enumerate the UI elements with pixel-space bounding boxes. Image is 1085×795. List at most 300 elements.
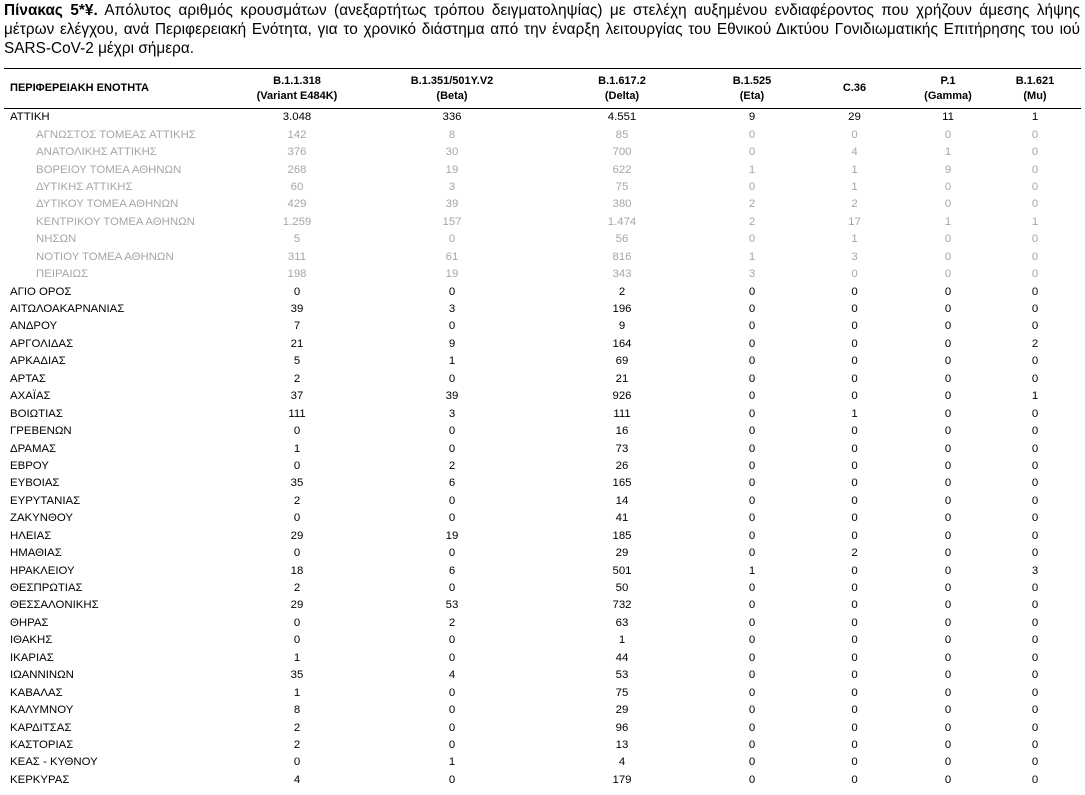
- case-count-cell: 0: [851, 303, 858, 316]
- case-count-cell: 0: [851, 651, 858, 664]
- case-count-cell: 0: [944, 512, 952, 525]
- table-subrow: [4, 144, 1081, 161]
- column-header-line1: B.1.525: [732, 74, 772, 87]
- case-count-cell: 0: [851, 616, 858, 629]
- case-count-cell: 0: [748, 512, 756, 525]
- case-count-cell: 0: [748, 390, 756, 403]
- region-name-cell: ΚΕΡΚΥΡΑΣ: [10, 773, 70, 786]
- table-subrow: [4, 196, 1081, 213]
- case-count-cell: 0: [944, 686, 952, 699]
- case-count-cell: 0: [851, 390, 858, 403]
- case-count-cell: 0: [748, 738, 756, 751]
- case-count-cell: 0: [1031, 721, 1039, 734]
- case-count-cell: 501: [612, 564, 632, 577]
- case-count-cell: 69: [615, 355, 629, 368]
- case-count-cell: 60: [290, 180, 304, 193]
- case-count-cell: 0: [944, 442, 952, 455]
- case-count-cell: 0: [944, 738, 952, 751]
- case-count-cell: 0: [748, 616, 756, 629]
- case-count-cell: 0: [748, 425, 756, 438]
- column-header: [989, 69, 1081, 109]
- case-count-cell: 29: [615, 547, 629, 560]
- case-count-cell: 21: [615, 372, 629, 385]
- case-count-cell: 39: [445, 390, 459, 403]
- case-count-cell: 0: [851, 355, 858, 368]
- case-count-cell: 0: [748, 355, 756, 368]
- case-count-cell: 0: [944, 756, 952, 769]
- column-header: [907, 69, 989, 109]
- case-count-cell: 44: [615, 651, 629, 664]
- case-count-cell: 0: [851, 529, 858, 542]
- table-row: [4, 493, 1081, 510]
- case-count-cell: 0: [448, 425, 456, 438]
- case-count-cell: 0: [748, 128, 756, 141]
- case-count-cell: 0: [293, 459, 301, 472]
- case-count-cell: 0: [1031, 355, 1039, 368]
- case-count-cell: 0: [293, 425, 301, 438]
- case-count-cell: 0: [448, 704, 456, 717]
- caption-text: Απόλυτος αριθμός κρουσμάτων (ανεξαρτήτως τρόπου δειγματοληψίας) με στελέχη αυξημένου ενδιαφέροντος που χρήζουν άμεσης λήψης μέτρων ελέγχου, ανά Περιφερειακή Ενότητα, για το χρονικό διάστημα από την έναρξη λειτουργίας του Εθνικού Δικτύου Γονιδιωματικής Επιτήρησης του ιού SARS-CoV-2 μέχρι σήμερα.: [4, 2, 1081, 57]
- case-count-cell: 19: [445, 529, 459, 542]
- case-count-cell: 0: [944, 303, 952, 316]
- case-count-cell: 0: [293, 512, 301, 525]
- case-count-cell: 2: [293, 738, 301, 751]
- case-count-cell: 0: [851, 634, 858, 647]
- case-count-cell: 0: [944, 494, 952, 507]
- table-row: [4, 388, 1081, 405]
- case-count-cell: 0: [748, 146, 756, 159]
- case-count-cell: 0: [944, 425, 952, 438]
- case-count-cell: 0: [748, 669, 756, 682]
- case-count-cell: 1: [618, 634, 626, 647]
- case-count-cell: 0: [1031, 494, 1039, 507]
- case-count-cell: 0: [851, 320, 858, 333]
- column-header-line1: P.1: [940, 74, 956, 87]
- table-row: [4, 545, 1081, 562]
- case-count-cell: 0: [448, 320, 456, 333]
- case-count-cell: 0: [944, 459, 952, 472]
- case-count-cell: 0: [448, 651, 456, 664]
- case-count-cell: 0: [1031, 651, 1039, 664]
- case-count-cell: 343: [612, 268, 632, 281]
- case-count-cell: 0: [944, 564, 952, 577]
- case-count-cell: 0: [944, 320, 952, 333]
- region-name-cell: ΚΕΑΣ - ΚΥΘΝΟΥ: [10, 756, 98, 769]
- table-row: [4, 632, 1081, 649]
- region-name-cell: ΙΚΑΡΙΑΣ: [10, 651, 54, 664]
- case-count-cell: 1: [1031, 215, 1039, 228]
- case-count-cell: 0: [944, 704, 952, 717]
- case-count-cell: 0: [448, 738, 456, 751]
- case-count-cell: 0: [944, 599, 952, 612]
- case-count-cell: 0: [448, 442, 456, 455]
- region-name-cell: ΑΝΔΡΟΥ: [10, 320, 58, 333]
- case-count-cell: 3: [1031, 564, 1039, 577]
- case-count-cell: 9: [944, 163, 952, 176]
- case-count-cell: 4: [293, 773, 301, 786]
- case-count-cell: 1: [851, 180, 858, 193]
- region-name-cell: ΒΟΙΩΤΙΑΣ: [10, 407, 63, 420]
- case-count-cell: 179: [612, 773, 632, 786]
- case-count-cell: 2: [293, 582, 301, 595]
- region-name-cell: ΕΥΒΟΙΑΣ: [10, 477, 60, 490]
- region-name-cell: ΚΑΒΑΛΑΣ: [10, 686, 63, 699]
- case-count-cell: 0: [851, 285, 858, 298]
- case-count-cell: 0: [748, 756, 756, 769]
- column-header-line2: (Delta): [604, 89, 640, 102]
- case-count-cell: 0: [851, 459, 858, 472]
- case-count-cell: 0: [448, 634, 456, 647]
- case-count-cell: 0: [1031, 303, 1039, 316]
- case-count-cell: 17: [848, 215, 861, 228]
- table-row: [4, 667, 1081, 684]
- table-row: [4, 336, 1081, 353]
- case-count-cell: 1: [448, 756, 456, 769]
- case-count-cell: 1: [851, 407, 858, 420]
- region-name-cell: ΑΡΓΟΛΙΔΑΣ: [10, 337, 74, 350]
- case-count-cell: 0: [1031, 146, 1039, 159]
- region-name-cell: ΑΤΤΙΚΗ: [10, 111, 50, 124]
- case-count-cell: 0: [851, 686, 858, 699]
- case-count-cell: 0: [944, 669, 952, 682]
- case-count-cell: 1: [748, 564, 756, 577]
- table-row: [4, 510, 1081, 527]
- case-count-cell: 0: [851, 669, 858, 682]
- column-header: [542, 69, 702, 109]
- region-name-cell: ΑΡΚΑΔΙΑΣ: [10, 355, 66, 368]
- case-count-cell: 0: [944, 355, 952, 368]
- case-count-cell: 0: [944, 128, 952, 141]
- case-count-cell: 37: [290, 390, 304, 403]
- case-count-cell: 1.474: [607, 215, 637, 228]
- case-count-cell: 8: [448, 128, 456, 141]
- region-name-cell: ΘΗΡΑΣ: [10, 616, 49, 629]
- case-count-cell: 0: [1031, 529, 1039, 542]
- case-count-cell: 380: [612, 198, 632, 211]
- case-count-cell: 157: [442, 215, 462, 228]
- case-count-cell: 0: [748, 477, 756, 490]
- case-count-cell: 0: [748, 686, 756, 699]
- case-count-cell: 0: [851, 738, 858, 751]
- column-header-line2: (Gamma): [924, 89, 972, 102]
- table-row: [4, 440, 1081, 457]
- case-count-cell: 2: [293, 721, 301, 734]
- region-name-cell: ΑΓΝΩΣΤΟΣ ΤΟΜΕΑΣ ΑΤΤΙΚΗΣ: [36, 128, 196, 141]
- case-count-cell: 926: [612, 390, 632, 403]
- case-count-cell: 63: [615, 616, 629, 629]
- region-name-cell: ΑΧΑΪΑΣ: [10, 390, 51, 403]
- case-count-cell: 0: [748, 285, 756, 298]
- case-count-cell: 0: [448, 512, 456, 525]
- region-name-cell: ΑΙΤΩΛΟΑΚΑΡΝΑΝΙΑΣ: [10, 303, 125, 316]
- case-count-cell: 1: [851, 163, 858, 176]
- table-row: [4, 754, 1081, 771]
- case-count-cell: 1: [1031, 390, 1039, 403]
- region-name-cell: ΚΑΛΥΜΝΟΥ: [10, 704, 74, 717]
- table-row: [4, 475, 1081, 492]
- case-count-cell: 1: [851, 233, 858, 246]
- column-header-line2: (Eta): [739, 89, 765, 102]
- case-count-cell: 0: [748, 529, 756, 542]
- case-count-cell: 3.048: [282, 111, 312, 124]
- table-row: [4, 458, 1081, 475]
- case-count-cell: 0: [944, 372, 952, 385]
- case-count-cell: 2: [748, 198, 756, 211]
- table-subrow: [4, 266, 1081, 283]
- case-count-cell: 0: [851, 773, 858, 786]
- case-count-cell: 0: [748, 372, 756, 385]
- caption-label: Πίνακας 5*¥.: [4, 2, 98, 19]
- case-count-cell: 7: [293, 320, 301, 333]
- case-count-cell: 3: [448, 303, 456, 316]
- case-count-cell: 0: [748, 547, 756, 560]
- case-count-cell: 75: [615, 180, 629, 193]
- table-row: [4, 650, 1081, 667]
- case-count-cell: 700: [612, 146, 632, 159]
- case-count-cell: 3: [448, 407, 456, 420]
- case-count-cell: 0: [1031, 163, 1039, 176]
- case-count-cell: 0: [448, 721, 456, 734]
- case-count-cell: 0: [851, 564, 858, 577]
- case-count-cell: 39: [290, 303, 304, 316]
- case-count-cell: 1: [1031, 111, 1039, 124]
- case-count-cell: 13: [615, 738, 629, 751]
- case-count-cell: 0: [1031, 512, 1039, 525]
- case-count-cell: 16: [615, 425, 629, 438]
- case-count-cell: 0: [293, 547, 301, 560]
- case-count-cell: 0: [748, 320, 756, 333]
- case-count-cell: 2: [851, 198, 858, 211]
- case-count-cell: 53: [445, 599, 459, 612]
- case-count-cell: 19: [445, 268, 459, 281]
- case-count-cell: 0: [851, 268, 858, 281]
- case-count-cell: 6: [448, 477, 456, 490]
- case-count-cell: 0: [1031, 250, 1039, 263]
- case-count-cell: 0: [1031, 320, 1039, 333]
- variants-table: [4, 68, 1081, 789]
- case-count-cell: 0: [851, 372, 858, 385]
- case-count-cell: 0: [1031, 372, 1039, 385]
- case-count-cell: 111: [288, 407, 306, 420]
- case-count-cell: 21: [290, 337, 304, 350]
- case-count-cell: 0: [748, 721, 756, 734]
- case-count-cell: 0: [448, 582, 456, 595]
- case-count-cell: 2: [748, 215, 756, 228]
- region-name-cell: ΑΡΤΑΣ: [10, 372, 46, 385]
- case-count-cell: 0: [1031, 616, 1039, 629]
- case-count-cell: 0: [448, 372, 456, 385]
- table-row: [4, 423, 1081, 440]
- column-header-line1: B.1.1.318: [273, 74, 321, 87]
- case-count-cell: 0: [851, 599, 858, 612]
- case-count-cell: 0: [944, 634, 952, 647]
- table-row: [4, 719, 1081, 736]
- case-count-cell: 0: [1031, 407, 1039, 420]
- case-count-cell: 0: [944, 250, 952, 263]
- case-count-cell: 0: [1031, 686, 1039, 699]
- region-name-cell: ΚΑΡΔΙΤΣΑΣ: [10, 721, 72, 734]
- case-count-cell: 0: [944, 477, 952, 490]
- case-count-cell: 0: [293, 634, 301, 647]
- column-header-line1: ΠΕΡΙΦΕΡΕΙΑΚΗ ΕΝΟΤΗΤΑ: [10, 82, 150, 94]
- case-count-cell: 0: [851, 756, 858, 769]
- case-count-cell: 35: [290, 669, 304, 682]
- case-count-cell: 85: [615, 128, 629, 141]
- case-count-cell: 4.551: [607, 111, 637, 124]
- case-count-cell: 0: [748, 303, 756, 316]
- table-caption: [4, 1, 1080, 58]
- case-count-cell: 622: [612, 163, 632, 176]
- case-count-cell: 0: [944, 337, 952, 350]
- case-count-cell: 5: [293, 233, 301, 246]
- case-count-cell: 0: [748, 407, 756, 420]
- table-row: [4, 684, 1081, 701]
- table-row: [4, 597, 1081, 614]
- case-count-cell: 1: [944, 215, 952, 228]
- case-count-cell: 0: [1031, 180, 1039, 193]
- case-count-cell: 268: [287, 163, 307, 176]
- case-count-cell: 0: [748, 651, 756, 664]
- case-count-cell: 185: [612, 529, 632, 542]
- case-count-cell: 39: [445, 198, 459, 211]
- case-count-cell: 0: [1031, 268, 1039, 281]
- case-count-cell: 0: [748, 337, 756, 350]
- table-subrow: [4, 161, 1081, 178]
- region-name-cell: ΠΕΙΡΑΙΩΣ: [36, 268, 89, 281]
- case-count-cell: 19: [445, 163, 459, 176]
- case-count-cell: 0: [748, 233, 756, 246]
- region-name-cell: ΘΕΣΣΑΛΟΝΙΚΗΣ: [10, 599, 99, 612]
- table-row: [4, 371, 1081, 388]
- case-count-cell: 0: [1031, 634, 1039, 647]
- case-count-cell: 61: [445, 250, 459, 263]
- case-count-cell: 2: [851, 547, 858, 560]
- case-count-cell: 0: [448, 285, 456, 298]
- case-count-cell: 0: [944, 582, 952, 595]
- case-count-cell: 0: [1031, 547, 1039, 560]
- case-count-cell: 0: [944, 285, 952, 298]
- table-row: [4, 737, 1081, 754]
- case-count-cell: 0: [1031, 738, 1039, 751]
- case-count-cell: 0: [851, 582, 858, 595]
- case-count-cell: 0: [944, 198, 952, 211]
- table-subrow: [4, 126, 1081, 143]
- case-count-cell: 50: [615, 582, 629, 595]
- case-count-cell: 0: [293, 616, 301, 629]
- case-count-cell: 1: [293, 651, 301, 664]
- case-count-cell: 0: [293, 285, 301, 298]
- case-count-cell: 0: [944, 773, 952, 786]
- case-count-cell: 4: [851, 146, 858, 159]
- case-count-cell: 0: [944, 233, 952, 246]
- table-row: [4, 580, 1081, 597]
- case-count-cell: 0: [851, 337, 858, 350]
- case-count-cell: 0: [944, 651, 952, 664]
- case-count-cell: 0: [748, 773, 756, 786]
- case-count-cell: 2: [293, 494, 301, 507]
- case-count-cell: 196: [612, 303, 632, 316]
- case-count-cell: 56: [615, 233, 629, 246]
- case-count-cell: 1: [448, 355, 456, 368]
- case-count-cell: 0: [448, 773, 456, 786]
- region-name-cell: ΔΥΤΙΚΟΥ ΤΟΜΕΑ ΑΘΗΝΩΝ: [36, 198, 179, 211]
- case-count-cell: 2: [448, 616, 456, 629]
- case-count-cell: 29: [848, 111, 861, 124]
- case-count-cell: 0: [1031, 425, 1039, 438]
- case-count-cell: 0: [448, 233, 456, 246]
- table-subrow: [4, 179, 1081, 196]
- case-count-cell: 0: [944, 407, 952, 420]
- case-count-cell: 8: [293, 704, 301, 717]
- table-row: [4, 301, 1081, 318]
- case-count-cell: 0: [1031, 459, 1039, 472]
- column-header: [702, 69, 802, 109]
- case-count-cell: 198: [287, 268, 307, 281]
- case-count-cell: 164: [612, 337, 632, 350]
- region-name-cell: ΕΒΡΟΥ: [10, 459, 49, 472]
- region-name-cell: ΝΗΣΩΝ: [36, 233, 77, 246]
- case-count-cell: 0: [448, 547, 456, 560]
- case-count-cell: 1: [748, 250, 756, 263]
- case-count-cell: 0: [1031, 756, 1039, 769]
- case-count-cell: 732: [612, 599, 632, 612]
- region-name-cell: ΗΛΕΙΑΣ: [10, 529, 52, 542]
- column-header: [4, 69, 232, 109]
- region-name-cell: ΚΑΣΤΟΡΙΑΣ: [10, 738, 74, 751]
- case-count-cell: 35: [290, 477, 304, 490]
- case-count-cell: 30: [445, 146, 459, 159]
- case-count-cell: 2: [448, 459, 456, 472]
- case-count-cell: 4: [618, 756, 626, 769]
- case-count-cell: 2: [1031, 337, 1039, 350]
- case-count-cell: 0: [748, 704, 756, 717]
- table-row: [4, 405, 1081, 422]
- column-header-line2: (Beta): [436, 89, 468, 102]
- column-header-line1: B.1.617.2: [598, 74, 646, 87]
- column-header: [362, 69, 542, 109]
- case-count-cell: 0: [944, 529, 952, 542]
- case-count-cell: 96: [615, 721, 629, 734]
- case-count-cell: 1: [748, 163, 756, 176]
- table-row: [4, 772, 1081, 789]
- case-count-cell: 9: [448, 337, 456, 350]
- case-count-cell: 14: [615, 494, 629, 507]
- case-count-cell: 0: [748, 494, 756, 507]
- case-count-cell: 0: [748, 459, 756, 472]
- case-count-cell: 0: [1031, 477, 1039, 490]
- column-header-line1: B.1.351/501Y.V2: [410, 74, 494, 87]
- case-count-cell: 6: [448, 564, 456, 577]
- region-name-cell: ΝΟΤΙΟΥ ΤΟΜΕΑ ΑΘΗΝΩΝ: [36, 250, 174, 263]
- case-count-cell: 0: [1031, 285, 1039, 298]
- case-count-cell: 9: [748, 111, 756, 124]
- table-row: [4, 353, 1081, 370]
- case-count-cell: 1: [944, 146, 952, 159]
- case-count-cell: 0: [748, 634, 756, 647]
- case-count-cell: 0: [748, 180, 756, 193]
- region-name-cell: ΙΘΑΚΗΣ: [10, 634, 53, 647]
- table-subrow: [4, 231, 1081, 248]
- case-count-cell: 0: [944, 616, 952, 629]
- region-name-cell: ΙΩΑΝΝΙΝΩΝ: [10, 669, 74, 682]
- case-count-cell: 165: [612, 477, 632, 490]
- case-count-cell: 816: [612, 250, 632, 263]
- case-count-cell: 311: [287, 250, 307, 263]
- case-count-cell: 26: [615, 459, 629, 472]
- case-count-cell: 41: [615, 512, 629, 525]
- case-count-cell: 0: [944, 390, 952, 403]
- case-count-cell: 53: [615, 669, 629, 682]
